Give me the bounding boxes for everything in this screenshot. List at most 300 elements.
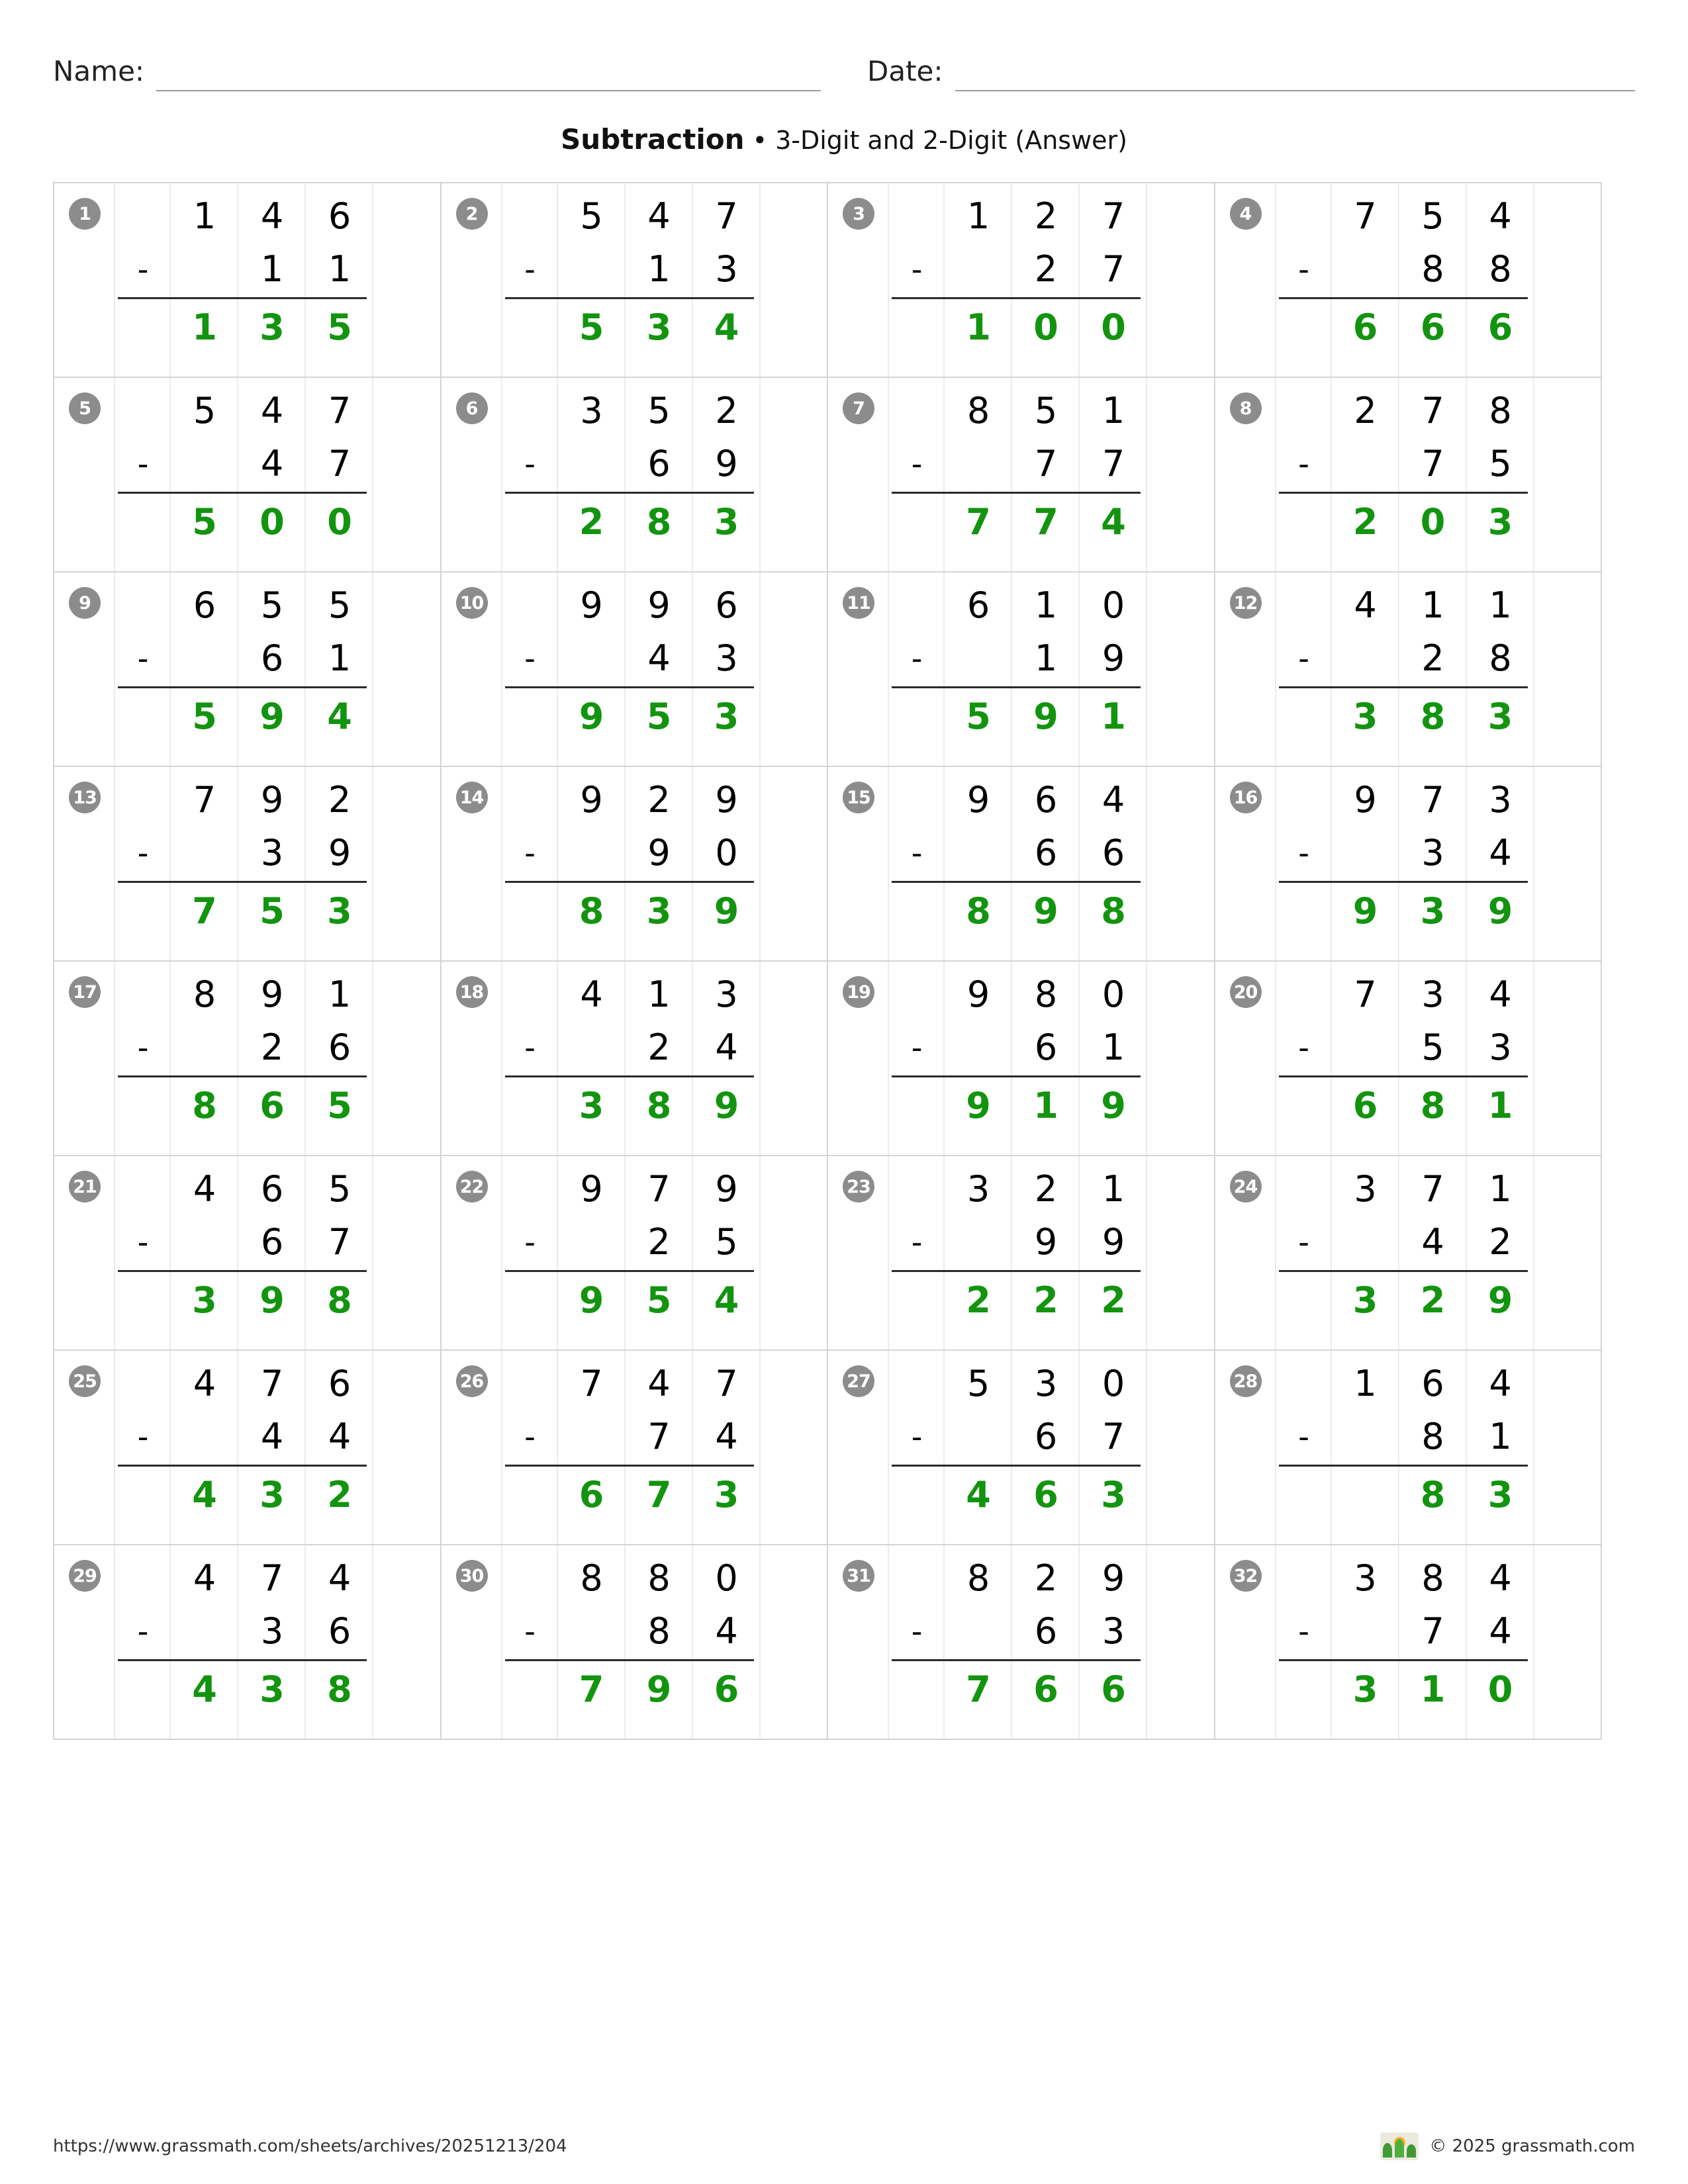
problem-cell <box>442 1351 829 1545</box>
subtraction-problem <box>442 962 827 1155</box>
answer-digit: 8 <box>646 1085 672 1126</box>
problem-number-badge: 21 <box>69 1171 101 1203</box>
subtrahend-digit: 7 <box>328 1221 352 1263</box>
problem-number-badge: 8 <box>1230 392 1262 424</box>
problem-number-badge: 19 <box>843 976 874 1008</box>
answer-digit: 5 <box>327 306 352 348</box>
minuend-digit: 7 <box>1421 779 1444 821</box>
problem-number-badge: 3 <box>843 198 874 230</box>
minuend-digit: 1 <box>647 974 671 1015</box>
answer-digit: 7 <box>1033 501 1058 543</box>
answer-rule-line <box>505 1465 754 1467</box>
problem-number-badge: 32 <box>1230 1560 1262 1592</box>
subtraction-problem <box>828 183 1214 377</box>
answer-digit: 6 <box>1033 1668 1058 1710</box>
problem-number-badge: 24 <box>1230 1171 1262 1203</box>
operator-symbol: - <box>1298 1224 1309 1260</box>
minuend-row <box>828 189 1214 244</box>
subtrahend-digit: 4 <box>1489 1610 1512 1652</box>
minuend-digit: 6 <box>715 584 738 626</box>
minuend-digit: 5 <box>260 584 284 626</box>
subtraction-problem <box>1215 1351 1601 1544</box>
problem-number-badge: 10 <box>456 587 488 619</box>
minuend-digit: 0 <box>1102 974 1125 1015</box>
answer-digit: 5 <box>192 696 217 737</box>
subtraction-problem <box>1215 1156 1601 1349</box>
subtrahend-digit: 9 <box>328 832 352 874</box>
subtrahend-digit: 4 <box>260 443 284 484</box>
subtraction-problem <box>1215 767 1601 960</box>
answer-row <box>1215 494 1601 550</box>
subtraction-problem <box>442 1351 827 1544</box>
minuend-digit: 9 <box>647 584 671 626</box>
problem-cell <box>54 183 442 378</box>
subtraction-problem <box>54 962 440 1155</box>
minuend-digit: 7 <box>1102 195 1125 237</box>
operator-symbol: - <box>137 1224 149 1260</box>
minuend-digit: 1 <box>193 195 216 237</box>
answer-row <box>54 1467 440 1523</box>
answer-digit: 3 <box>259 1668 285 1710</box>
problem-cell <box>1215 378 1603 572</box>
operator-symbol: - <box>1298 1419 1309 1455</box>
subtrahend-digit: 1 <box>647 248 671 290</box>
minuend-digit: 3 <box>1421 974 1444 1015</box>
problem-number-badge: 7 <box>843 392 874 424</box>
minuend-digit: 1 <box>1102 1168 1125 1210</box>
answer-digit: 6 <box>1487 306 1513 348</box>
answer-row <box>1215 1273 1601 1328</box>
minuend-digit: 4 <box>580 974 603 1015</box>
minuend-digit: 4 <box>1489 1557 1512 1599</box>
answer-digit: 5 <box>327 1085 352 1126</box>
minuend-digit: 6 <box>328 195 352 237</box>
subtrahend-digit: 4 <box>328 1416 352 1457</box>
minuend-row <box>1215 967 1601 1023</box>
subtraction-problem <box>1215 572 1601 766</box>
answer-digit: 9 <box>1033 890 1058 932</box>
answer-digit: 7 <box>192 890 217 932</box>
operator-symbol: - <box>524 835 536 871</box>
subtrahend-digit: 0 <box>715 832 738 874</box>
minuend-row <box>442 383 827 439</box>
minuend-digit: 2 <box>1354 390 1377 432</box>
minuend-digit: 8 <box>966 1557 990 1599</box>
answer-digit: 8 <box>192 1085 217 1126</box>
subtraction-problem <box>54 767 440 960</box>
minuend-row <box>54 1161 440 1217</box>
minuend-digit: 9 <box>966 974 990 1015</box>
subtrahend-digit: 3 <box>260 1610 284 1652</box>
subtrahend-digit: 5 <box>1421 1026 1444 1068</box>
answer-digit: 0 <box>1487 1668 1513 1710</box>
operator-symbol: - <box>524 1614 536 1649</box>
subtrahend-digit: 4 <box>1421 1221 1444 1263</box>
answer-row <box>1215 1662 1601 1717</box>
answer-row <box>54 494 440 550</box>
minuend-digit: 6 <box>260 1168 284 1210</box>
subtraction-problem <box>1215 962 1601 1155</box>
problem-cell <box>442 572 829 767</box>
subtrahend-digit: 8 <box>647 1610 671 1652</box>
answer-rule-line <box>118 686 367 688</box>
subtrahend-row <box>1215 825 1601 881</box>
minuend-digit: 1 <box>1354 1363 1377 1404</box>
problem-number-badge: 29 <box>69 1560 101 1592</box>
minuend-digit: 0 <box>1102 584 1125 626</box>
answer-digit: 9 <box>1487 1279 1513 1321</box>
problem-cell <box>54 1156 442 1351</box>
problem-number-badge: 30 <box>456 1560 488 1592</box>
minuend-digit: 3 <box>715 974 738 1015</box>
subtrahend-row <box>54 436 440 492</box>
subtrahend-digit: 1 <box>1034 637 1058 679</box>
answer-rule-line <box>505 492 754 494</box>
subtrahend-digit: 6 <box>1034 1026 1058 1068</box>
subtrahend-digit: 2 <box>260 1026 284 1068</box>
subtrahend-digit: 7 <box>1102 443 1125 484</box>
minuend-digit: 4 <box>193 1363 216 1404</box>
minuend-digit: 1 <box>328 974 352 1015</box>
problem-cell <box>54 962 442 1156</box>
answer-digit: 5 <box>192 501 217 543</box>
minuend-digit: 0 <box>715 1557 738 1599</box>
answer-digit: 6 <box>1352 306 1378 348</box>
answer-digit: 3 <box>259 306 285 348</box>
minuend-digit: 7 <box>715 195 738 237</box>
subtrahend-digit: 8 <box>1421 1416 1444 1457</box>
answer-digit: 6 <box>1420 306 1446 348</box>
problem-cell <box>1215 572 1603 767</box>
subtrahend-row <box>54 242 440 297</box>
answer-digit: 6 <box>1033 1474 1058 1516</box>
problem-cell <box>828 183 1215 378</box>
answer-digit: 4 <box>1101 501 1126 543</box>
answer-row <box>828 1078 1214 1134</box>
problem-cell <box>1215 767 1603 962</box>
minuend-digit: 8 <box>1489 390 1512 432</box>
minuend-row <box>828 772 1214 828</box>
answer-digit: 9 <box>714 890 739 932</box>
subtraction-problem <box>442 1156 827 1349</box>
subtraction-problem <box>442 183 827 377</box>
name-field[interactable] <box>53 55 821 91</box>
minuend-digit: 9 <box>1354 779 1377 821</box>
answer-rule-line <box>118 492 367 494</box>
minuend-digit: 4 <box>328 1557 352 1599</box>
minuend-digit: 5 <box>966 1363 990 1404</box>
subtrahend-digit: 6 <box>328 1026 352 1068</box>
answer-row <box>828 1467 1214 1523</box>
answer-digit: 0 <box>1101 306 1126 348</box>
subtraction-problem <box>1215 1545 1601 1739</box>
problem-cell <box>828 1156 1215 1351</box>
footer <box>53 2132 1635 2160</box>
subtrahend-digit: 1 <box>328 637 352 679</box>
answer-digit: 6 <box>579 1474 604 1516</box>
answer-digit: 8 <box>1420 696 1446 737</box>
minuend-row <box>828 1161 1214 1217</box>
grass-sun-logo-icon <box>1380 2132 1419 2160</box>
minuend-digit: 8 <box>193 974 216 1015</box>
problem-grid <box>53 182 1602 1740</box>
answer-digit: 3 <box>1352 1279 1378 1321</box>
answer-digit: 7 <box>646 1474 672 1516</box>
date-label: Date: <box>867 55 943 87</box>
date-write-line[interactable] <box>955 60 1635 91</box>
minuend-digit: 3 <box>966 1168 990 1210</box>
subtraction-problem <box>54 1156 440 1349</box>
footer-brand <box>1380 2132 1635 2160</box>
minuend-digit: 5 <box>328 584 352 626</box>
minuend-digit: 4 <box>1354 584 1377 626</box>
answer-rule-line <box>892 1270 1141 1272</box>
subtrahend-digit: 1 <box>260 248 284 290</box>
problem-number-badge: 1 <box>69 198 101 230</box>
answer-rule-line <box>1279 1075 1528 1077</box>
minuend-digit: 1 <box>966 195 990 237</box>
answer-row <box>828 300 1214 355</box>
answer-digit: 3 <box>1352 1668 1378 1710</box>
subtrahend-digit: 2 <box>647 1026 671 1068</box>
answer-digit: 4 <box>192 1668 217 1710</box>
subtrahend-digit: 7 <box>328 443 352 484</box>
minuend-digit: 7 <box>328 390 352 432</box>
answer-digit: 3 <box>646 306 672 348</box>
answer-digit: 0 <box>1420 501 1446 543</box>
minuend-digit: 3 <box>1489 779 1512 821</box>
answer-rule-line <box>892 1659 1141 1661</box>
minuend-digit: 9 <box>715 1168 738 1210</box>
problem-number-badge: 14 <box>456 782 488 813</box>
subtrahend-digit: 5 <box>715 1221 738 1263</box>
problem-row <box>54 962 1602 1156</box>
answer-row <box>442 300 827 355</box>
problem-row <box>54 572 1602 767</box>
problem-number-badge: 26 <box>456 1365 488 1397</box>
answer-rule-line <box>118 297 367 299</box>
minuend-digit: 7 <box>1421 1168 1444 1210</box>
subtrahend-row <box>442 825 827 881</box>
minuend-digit: 2 <box>1034 1557 1058 1599</box>
problem-cell <box>1215 962 1603 1156</box>
operator-symbol: - <box>911 641 923 676</box>
minuend-row <box>1215 772 1601 828</box>
minuend-row <box>442 578 827 633</box>
minuend-digit: 4 <box>647 1363 671 1404</box>
subtrahend-digit: 2 <box>1421 637 1444 679</box>
answer-digit: 9 <box>966 1085 991 1126</box>
operator-symbol: - <box>1298 446 1309 482</box>
subtrahend-row <box>1215 436 1601 492</box>
problem-number-badge: 12 <box>1230 587 1262 619</box>
subtraction-problem <box>1215 378 1601 571</box>
minuend-row <box>54 578 440 633</box>
subtrahend-row <box>1215 631 1601 686</box>
minuend-row <box>54 967 440 1023</box>
minuend-digit: 9 <box>966 779 990 821</box>
problem-cell <box>828 572 1215 767</box>
minuend-digit: 7 <box>260 1363 284 1404</box>
minuend-digit: 3 <box>580 390 603 432</box>
answer-rule-line <box>505 1270 754 1272</box>
problem-number-badge: 9 <box>69 587 101 619</box>
minuend-digit: 7 <box>647 1168 671 1210</box>
minuend-digit: 7 <box>193 779 216 821</box>
subtrahend-digit: 2 <box>647 1221 671 1263</box>
minuend-digit: 7 <box>1421 390 1444 432</box>
operator-symbol: - <box>911 835 923 871</box>
answer-rule-line <box>118 1465 367 1467</box>
minuend-digit: 5 <box>193 390 216 432</box>
operator-symbol: - <box>911 1614 923 1649</box>
answer-digit: 3 <box>327 890 352 932</box>
footer-copyright: © 2025 grassmath.com <box>1429 2136 1635 2156</box>
answer-digit: 8 <box>1420 1474 1446 1516</box>
problem-row <box>54 767 1602 962</box>
minuend-digit: 8 <box>1034 974 1058 1015</box>
answer-digit: 2 <box>327 1474 352 1516</box>
answer-row <box>1215 300 1601 355</box>
answer-digit: 2 <box>966 1279 991 1321</box>
minuend-row <box>1215 1161 1601 1217</box>
subtrahend-row <box>828 242 1214 297</box>
problem-row <box>54 1351 1602 1545</box>
operator-symbol: - <box>1298 1030 1309 1066</box>
minuend-digit: 1 <box>1102 390 1125 432</box>
subtrahend-digit: 9 <box>1034 1221 1058 1263</box>
answer-digit: 8 <box>966 890 991 932</box>
minuend-digit: 9 <box>580 779 603 821</box>
subtrahend-digit: 3 <box>260 832 284 874</box>
answer-digit: 7 <box>966 1668 991 1710</box>
subtraction-problem <box>442 378 827 571</box>
minuend-digit: 2 <box>715 390 738 432</box>
minuend-digit: 1 <box>1421 584 1444 626</box>
answer-digit: 1 <box>192 306 217 348</box>
minuend-digit: 8 <box>966 390 990 432</box>
problem-number-badge: 22 <box>456 1171 488 1203</box>
subtrahend-row <box>1215 1020 1601 1075</box>
subtrahend-row <box>442 1020 827 1075</box>
subtraction-problem <box>828 378 1214 571</box>
answer-digit: 4 <box>714 306 739 348</box>
minuend-digit: 4 <box>260 195 284 237</box>
answer-row <box>828 1273 1214 1328</box>
minuend-row <box>54 1356 440 1412</box>
minuend-digit: 4 <box>1489 1363 1512 1404</box>
answer-digit: 3 <box>579 1085 604 1126</box>
answer-rule-line <box>118 881 367 883</box>
problem-cell <box>442 962 829 1156</box>
subtrahend-digit: 6 <box>1102 832 1125 874</box>
answer-row <box>1215 884 1601 939</box>
minuend-digit: 7 <box>260 1557 284 1599</box>
problem-cell <box>1215 1545 1603 1740</box>
subtrahend-digit: 1 <box>328 248 352 290</box>
minuend-digit: 6 <box>1421 1363 1444 1404</box>
minuend-row <box>1215 383 1601 439</box>
answer-rule-line <box>1279 297 1528 299</box>
minuend-row <box>54 189 440 244</box>
operator-symbol: - <box>137 251 149 287</box>
minuend-digit: 7 <box>1354 195 1377 237</box>
subtraction-problem <box>54 1351 440 1544</box>
answer-digit: 0 <box>327 501 352 543</box>
subtrahend-row <box>442 242 827 297</box>
answer-digit: 4 <box>327 696 352 737</box>
subtrahend-row <box>442 1214 827 1270</box>
answer-rule-line <box>892 1075 1141 1077</box>
answer-digit: 6 <box>259 1085 285 1126</box>
name-write-line[interactable] <box>156 60 821 91</box>
subtrahend-digit: 4 <box>647 637 671 679</box>
subtrahend-row <box>1215 242 1601 297</box>
minuend-row <box>828 578 1214 633</box>
answer-rule-line <box>1279 881 1528 883</box>
subtraction-problem <box>828 1351 1214 1544</box>
minuend-digit: 2 <box>328 779 352 821</box>
answer-digit: 9 <box>1033 696 1058 737</box>
minuend-digit: 7 <box>580 1363 603 1404</box>
minuend-row <box>1215 1356 1601 1412</box>
answer-row <box>1215 1078 1601 1134</box>
subtrahend-digit: 7 <box>1102 248 1125 290</box>
minuend-digit: 9 <box>715 779 738 821</box>
answer-rule-line <box>892 1465 1141 1467</box>
subtrahend-digit: 4 <box>1489 832 1512 874</box>
answer-row <box>828 494 1214 550</box>
answer-digit: 3 <box>714 501 739 543</box>
name-label: Name: <box>53 55 145 87</box>
answer-row <box>54 300 440 355</box>
subtrahend-digit: 3 <box>715 637 738 679</box>
subtrahend-digit: 2 <box>1034 248 1058 290</box>
subtrahend-digit: 6 <box>328 1610 352 1652</box>
minuend-digit: 4 <box>647 195 671 237</box>
minuend-digit: 9 <box>580 584 603 626</box>
subtrahend-digit: 3 <box>1489 1026 1512 1068</box>
subtrahend-digit: 4 <box>260 1416 284 1457</box>
subtrahend-digit: 8 <box>1489 248 1512 290</box>
answer-rule-line <box>118 1075 367 1077</box>
minuend-digit: 9 <box>1102 1557 1125 1599</box>
minuend-row <box>1215 1551 1601 1606</box>
minuend-digit: 4 <box>1102 779 1125 821</box>
problem-cell <box>828 1545 1215 1740</box>
operator-symbol: - <box>911 446 923 482</box>
minuend-row <box>442 772 827 828</box>
minuend-digit: 1 <box>1489 1168 1512 1210</box>
footer-url[interactable]: https://www.grassmath.com/sheets/archives/20251213/204 <box>53 2136 567 2156</box>
minuend-digit: 4 <box>193 1168 216 1210</box>
problem-number-badge: 2 <box>456 198 488 230</box>
problem-cell <box>1215 183 1603 378</box>
operator-symbol: - <box>137 641 149 676</box>
operator-symbol: - <box>911 1419 923 1455</box>
header <box>53 40 1635 91</box>
subtraction-problem <box>1215 183 1601 377</box>
subtraction-problem <box>828 767 1214 960</box>
problem-number-badge: 4 <box>1230 198 1262 230</box>
minuend-digit: 3 <box>1034 1363 1058 1404</box>
operator-symbol: - <box>524 251 536 287</box>
date-field[interactable] <box>867 55 1635 91</box>
answer-digit: 1 <box>1033 1085 1058 1126</box>
answer-digit: 0 <box>259 501 285 543</box>
minuend-digit: 5 <box>328 1168 352 1210</box>
problem-cell <box>442 183 829 378</box>
